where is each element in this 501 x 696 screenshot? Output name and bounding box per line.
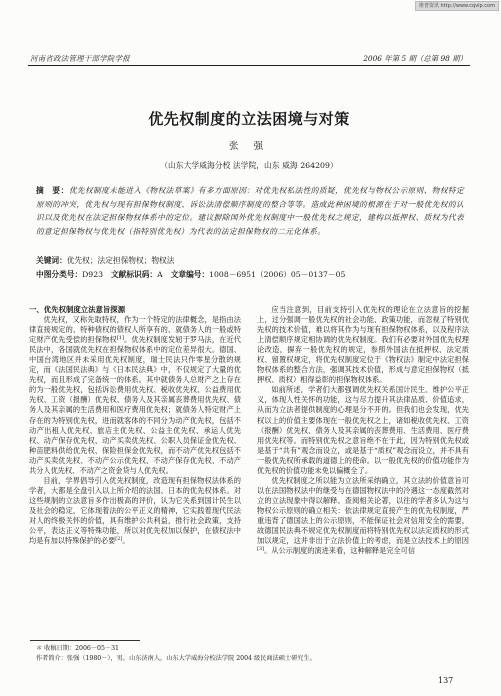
watermark: 维普资讯 http://www.cqvip.com [415, 1, 499, 11]
header-rule [28, 65, 470, 66]
footnote-received-date: ＊ 收稿日期：2006－05－31 [36, 645, 119, 652]
running-header-journal: 河南省政法管理干部学院学报 [30, 54, 130, 63]
body-column-left [29, 305, 241, 637]
article-number-label: 文章编号： [170, 270, 210, 279]
body-paragraph [257, 476, 469, 556]
paragraph-text: 。从公示制度的演进来看，这种解释是完全可信 [264, 546, 416, 556]
author-affiliation: （山东大学威海分校 法学院，山东 威海 264209） [160, 161, 338, 170]
doc-code-label: 文献标识码： [110, 270, 158, 279]
page-number: 137 [438, 676, 454, 685]
paragraph-text: 优先权制度之所以能为立法所采纳确立，其立法的价值意旨可以在法国物权法中的继受与在德国物权法中的冷遇这一态度截然对立的立法现象中得以解释。查阅相关论著，以往的学者多认为这与物权公示原则的确立相关：依法律规定直接产生的优先权制度，严重违背了德国法上的公示原则，不能保证社会对信用安全的需要，故德国民法典不规定优先权制度而将特别优先权以法定质权的形式加以规定，这并非出于立法价值上的考虑，而是立法技术上的原因 [257, 475, 469, 546]
paragraph-text: 优先权，又称先取特权，作为一个特定的法律概念，是指由法律直接规定的、特种债权的债权人所享有的、就债务人的一般或特定财产优先受偿的担保物权 [29, 315, 241, 345]
footnote-rule [30, 640, 140, 641]
classification-line [36, 269, 464, 281]
clc-value: D923 [82, 270, 103, 279]
body-paragraph [29, 476, 241, 546]
footnote-author-bio: 作者简介：张强（1980－），男，山东济南人，山东大学威海分校法学院 2004 级民商法硕士研究生。 [36, 655, 316, 662]
abstract [36, 184, 464, 238]
keywords-text: 优先权；法定担保物权；物权法 [66, 256, 175, 265]
abstract-text: 优先权制度未能进入《物权法草案》有多方面原因：对优先权私法性的质疑，优先权与物权公示原则、物权特定原则的冲突，优先权与现有担保物权制度、诉讼法清偿顺序制度的整合等等。造成此种困境的根源在于对一般优先权的认识以及优先权在法定担保物权体系中的定位。建议摒除国外优先权制度中一般优先权之规定，建构以抵押权、质权为代表的意定担保物权与优先权（指特别优先权）为代表的法定担保物权的二元化体系。 [36, 186, 464, 236]
paragraph-text: 。 [122, 536, 130, 546]
article-number-value: 1008－6951（2006）05－0137－05 [209, 270, 346, 279]
paragraph-text: 。优先权制度发轫于罗马法，在近代民法中，各国就优先权在担保物权体系中的定位差异很大。德国、中国台湾地区并未采用优先权制度，瑞士民法只作零星分散的规定，而《法国民法典》与《日本民法典》中，不仅规定了大量的优先权，而且形成了完备统一的体系。其中就债务人总财产之上存在的为一般优先权，包括诉讼费用优先权、税收优先权、公益费用优先权、工资（报酬）优先权、债务人及其亲属丧葬费用优先权、债务人及其亲属的生活费用和医疗费用优先权；就债务人特定财产上存在的为特别优先权，进而就客体的不同分为动产优先权，包括不动产出租人优先权、旅店主优先权、公益主优先权、承运人优先权、动产保存优先权、动产买卖优先权、公职人员保证金优先权、种苗肥料供给优先权、保险担保金优先权，而不动产优先权包括不动产买卖优先权、不动产公示优先权、不动产保存优先权、不动产共分人优先权、不动产之资金贷与人优先权。 [29, 335, 241, 475]
body-paragraph [29, 315, 241, 476]
article-title: 优先权制度的立法困境与对策 [148, 110, 350, 128]
body-paragraph: 如前所述，学者们大都强调优先权关系国计民生、维护公平正义，体现人性关怀的功能，这与尽力提升其法律品质、价值追求，从而为立法者提供制度的心理是分不开的。但我们也会发现，优先权以上的价值主要体现在一般优先权之上，诸如税收优先权、工资（报酬）优先权、债务人及其亲属的丧葬费用、生活费用、医疗费用优先权等。而特别优先权之意旨绝不在于此，因为特别优先权或是基于“共有”观念而设立，或是基于“质权”观念而设立，并不具有一般优先权所承载的道德上的使命。以一般优先权的价值功能作为优先权的价值功能未免以偏概全了。 [257, 385, 469, 475]
section-heading: 一、优先权制度立法意旨探源 [29, 305, 126, 314]
article-author: 张 强 [228, 141, 270, 152]
citation-ref: [2] [115, 536, 123, 543]
body-paragraph: 应当注意到，目前支持引入优先权的理论在立法意旨的挖掘上，过分强调一般优先权的社会功能、政策功能，而忽视了特别优先权的技术价值，难以将其作为与现有担保物权体系，以及程序法上清偿顺序规定相协调的优先权制度。我们有必要对外国优先权理论改造，摒弃一般优先权的规定，参照外国法在抵押权、法定质权、留置权规定，将优先权制度定位于《物权法》制定中法定担保物权体系的整合方法，强调其技术价值，形成与意定担保物权（抵押权、质权）相得益彰的担保物权体系。 [257, 305, 469, 385]
abstract-label: 摘 要： [36, 186, 69, 195]
clc-label: 中图分类号： [36, 270, 83, 279]
keywords [36, 255, 464, 267]
running-header-issue: 2006 年第 5 期（总第 98 期） [363, 54, 467, 63]
citation-ref: [3] [257, 546, 265, 553]
doc-code-value: A [157, 270, 163, 279]
keywords-label: 关键词： [36, 256, 67, 265]
body-column-right [257, 305, 469, 637]
paragraph-text: 目前，学界倡导引入优先权制度，改造现有担保物权法体系的学者，大都是全盘引入以上所介绍的法国、日本的优先权体系。对这些规制的立法意旨多作出极高的评价，认为它关系到国计民生以及社会的稳定，它体现着法的公平正义的精神，它实践着现代民法对人的终极关怀的价值，具有维护公共利益，推行社会政策，支持公平，表达正义等特殊功能，所以对优先权加以保护，在债权法中均是有加以特殊保护的必要 [29, 475, 241, 546]
citation-ref: [1] [116, 335, 124, 342]
